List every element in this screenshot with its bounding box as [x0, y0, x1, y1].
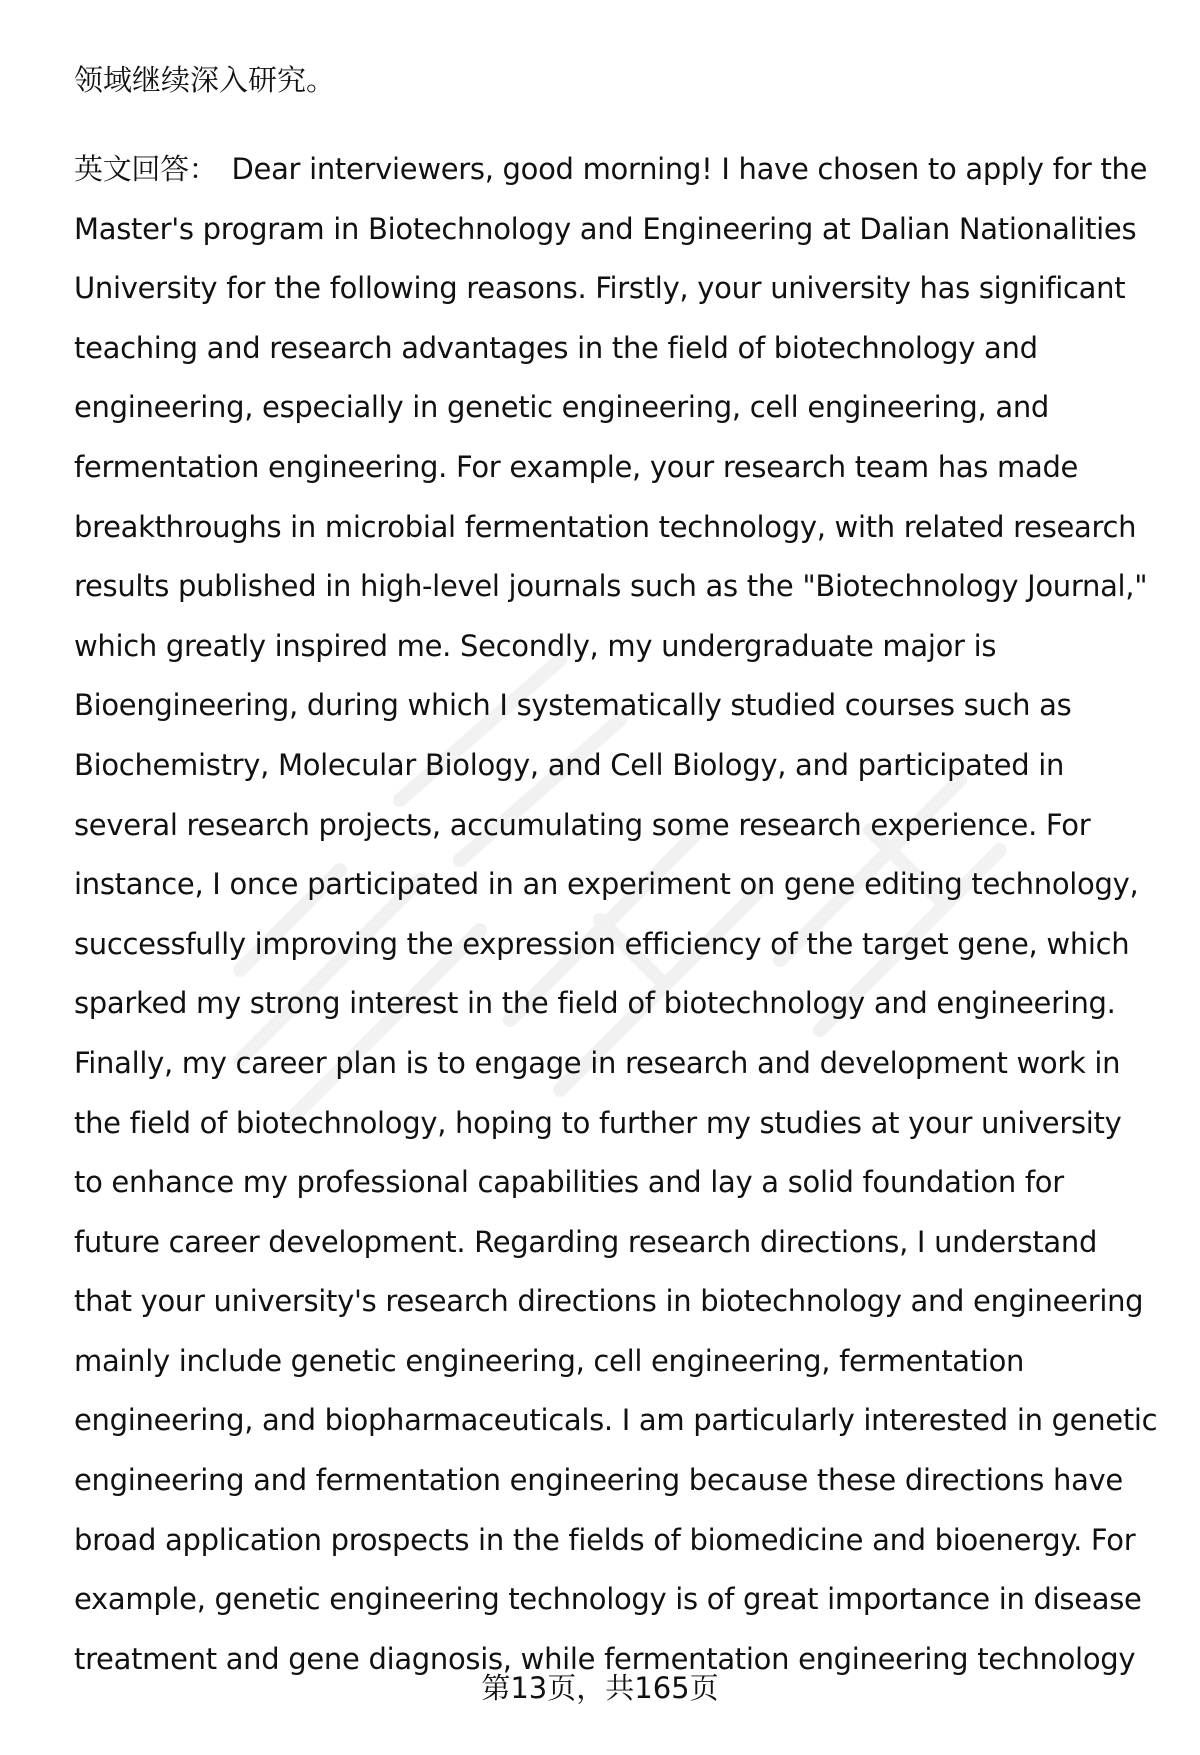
answer-line: engineering, especially in genetic engineering, cell engineering, and	[74, 390, 1050, 425]
answer-line: results published in high-level journals such as the "Biotechnology Journal,"	[74, 569, 1148, 604]
answer-line: Bioengineering, during which I systematically studied courses such as	[74, 688, 1072, 723]
answer-line: mainly include genetic engineering, cell engineering, fermentation	[74, 1343, 1025, 1378]
answer-line: engineering and fermentation engineering because these directions have	[74, 1463, 1123, 1498]
answer-line: several research projects, accumulating some research experience. For	[74, 807, 1091, 842]
answer-line: broad application prospects in the fields of biomedicine and bioenergy. For	[74, 1522, 1136, 1557]
answer-line: the field of biotechnology, hoping to further my studies at your university	[74, 1105, 1122, 1140]
answer-line: breakthroughs in microbial fermentation technology, with related research	[74, 509, 1137, 544]
answer-line: Master's program in Biotechnology and Engineering at Dalian Nationalities	[74, 211, 1137, 246]
answer-line: sparked my strong interest in the field of biotechnology and engineering.	[74, 986, 1116, 1021]
answer-line: fermentation engineering. For example, your research team has made	[74, 449, 1079, 484]
answer-line: which greatly inspired me. Secondly, my undergraduate major is	[74, 628, 997, 663]
answer-line: successfully improving the expression efficiency of the target gene, which	[74, 926, 1130, 961]
previous-paragraph-ending: 领域继续深入研究。	[74, 63, 336, 97]
answer-line: that your university's research directions in biotechnology and engineering	[74, 1284, 1144, 1319]
english-answer-paragraph	[74, 140, 1158, 1689]
answer-line: engineering, and biopharmaceuticals. I am particularly interested in genetic	[74, 1403, 1158, 1438]
answer-line: to enhance my professional capabilities and lay a solid foundation for	[74, 1165, 1064, 1200]
answer-label: 英文回答：	[74, 152, 218, 186]
answer-line: treatment and gene diagnosis, while fermentation engineering technology	[74, 1641, 1136, 1676]
answer-line: University for the following reasons. Firstly, your university has significant	[74, 271, 1126, 306]
answer-line: teaching and research advantages in the field of biotechnology and	[74, 330, 1038, 365]
answer-line: example, genetic engineering technology is of great importance in disease	[74, 1582, 1142, 1617]
answer-line: instance, I once participated in an experiment on gene editing technology,	[74, 867, 1139, 902]
answer-line: Biochemistry, Molecular Biology, and Cell Biology, and participated in	[74, 747, 1065, 782]
page-number-footer: 第13页，共165页	[481, 1671, 719, 1705]
answer-line: 英文回答： Dear interviewers, good morning! I have chosen to apply for the	[74, 152, 1148, 186]
answer-line: future career development. Regarding research directions, I understand	[74, 1224, 1098, 1259]
answer-line: Finally, my career plan is to engage in research and development work in	[74, 1045, 1121, 1080]
